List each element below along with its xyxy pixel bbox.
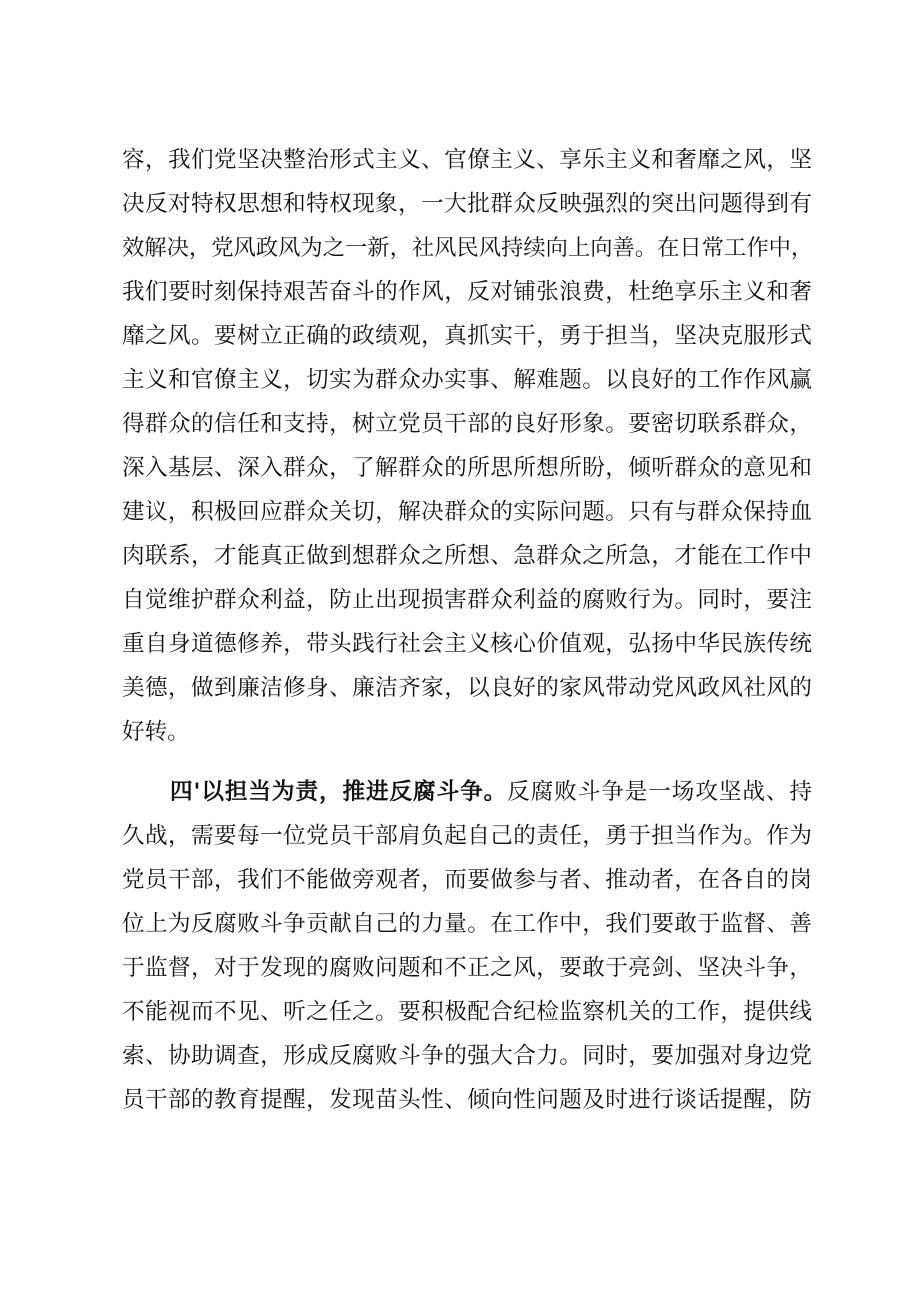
paragraph-1-line: 决反对特权思想和特权现象，一大批群众反映强烈的突出问题得到有 <box>122 191 812 217</box>
paragraph-1-line: 自觉维护群众利益，防止出现损害群众利益的腐败行为。同时，要注 <box>122 587 812 613</box>
paragraph-2-line: 位上为反腐败斗争贡献自己的力量。在工作中，我们要敢于监督、善 <box>122 911 812 937</box>
paragraph-1-line: 深入基层、深入群众，了解群众的所思所想所盼，倾听群众的意见和 <box>122 455 812 481</box>
paragraph-1-line: 主义和官僚主义，切实为群众办实事、解难题。以良好的工作作风赢 <box>122 367 812 393</box>
paragraph-2-line: 员干部的教育提醒，发现苗头性、倾向性问题及时进行谈话提醒，防 <box>122 1087 812 1113</box>
paragraph-2-line: 索、协助调查，形成反腐败斗争的强大合力。同时，要加强对身边党 <box>122 1043 812 1069</box>
paragraph-2-line: 不能视而不见、听之任之。要积极配合纪检监察机关的工作，提供线 <box>122 999 812 1025</box>
paragraph-2-first-line-text: 反腐败斗争是一场攻坚战、持 <box>507 779 813 805</box>
paragraph-1-line: 重自身道德修养，带头践行社会主义核心价值观，弘扬中华民族传统 <box>122 631 812 657</box>
paragraph-2-line: 党员干部，我们不能做旁观者，而要做参与者、推动者，在各自的岗 <box>122 867 812 893</box>
paragraph-1-line: 好转。 <box>122 719 190 745</box>
paragraph-2-line: 久战，需要每一位党员干部肩负起自己的责任，勇于担当作为。作为 <box>122 823 812 849</box>
paragraph-1-line: 效解决，党风政风为之一新，社风民风持续向上向善。在日常工作中， <box>122 235 814 261</box>
paragraph-1-line: 我们要时刻保持艰苦奋斗的作风，反对铺张浪费，杜绝享乐主义和奢 <box>122 279 812 305</box>
paragraph-1-line: 得群众的信任和支持，树立党员干部的良好形象。要密切联系群众， <box>122 411 812 437</box>
paragraph-2-line: 于监督，对于发现的腐败问题和不正之风，要敢于亮剑、坚决斗争， <box>122 955 812 981</box>
paragraph-1-line: 建议，积极回应群众关切，解决群众的实际问题。只有与群众保持血 <box>122 499 812 525</box>
section-heading: 四'以担当为责，推进反腐斗争。 <box>170 779 508 805</box>
paragraph-1-line: 美德，做到廉洁修身、廉洁齐家，以良好的家风带动党风政风社风的 <box>122 675 812 701</box>
paragraph-1-line: 肉联系，才能真正做到想群众之所想、急群众之所急，才能在工作中 <box>122 543 812 569</box>
paragraph-2-first-line <box>170 770 812 814</box>
paragraph-1-line: 靡之风。要树立正确的政绩观，真抓实干，勇于担当，坚决克服形式 <box>122 323 812 349</box>
paragraph-1-line: 容，我们党坚决整治形式主义、官僚主义、享乐主义和奢靡之风，坚 <box>122 147 812 173</box>
